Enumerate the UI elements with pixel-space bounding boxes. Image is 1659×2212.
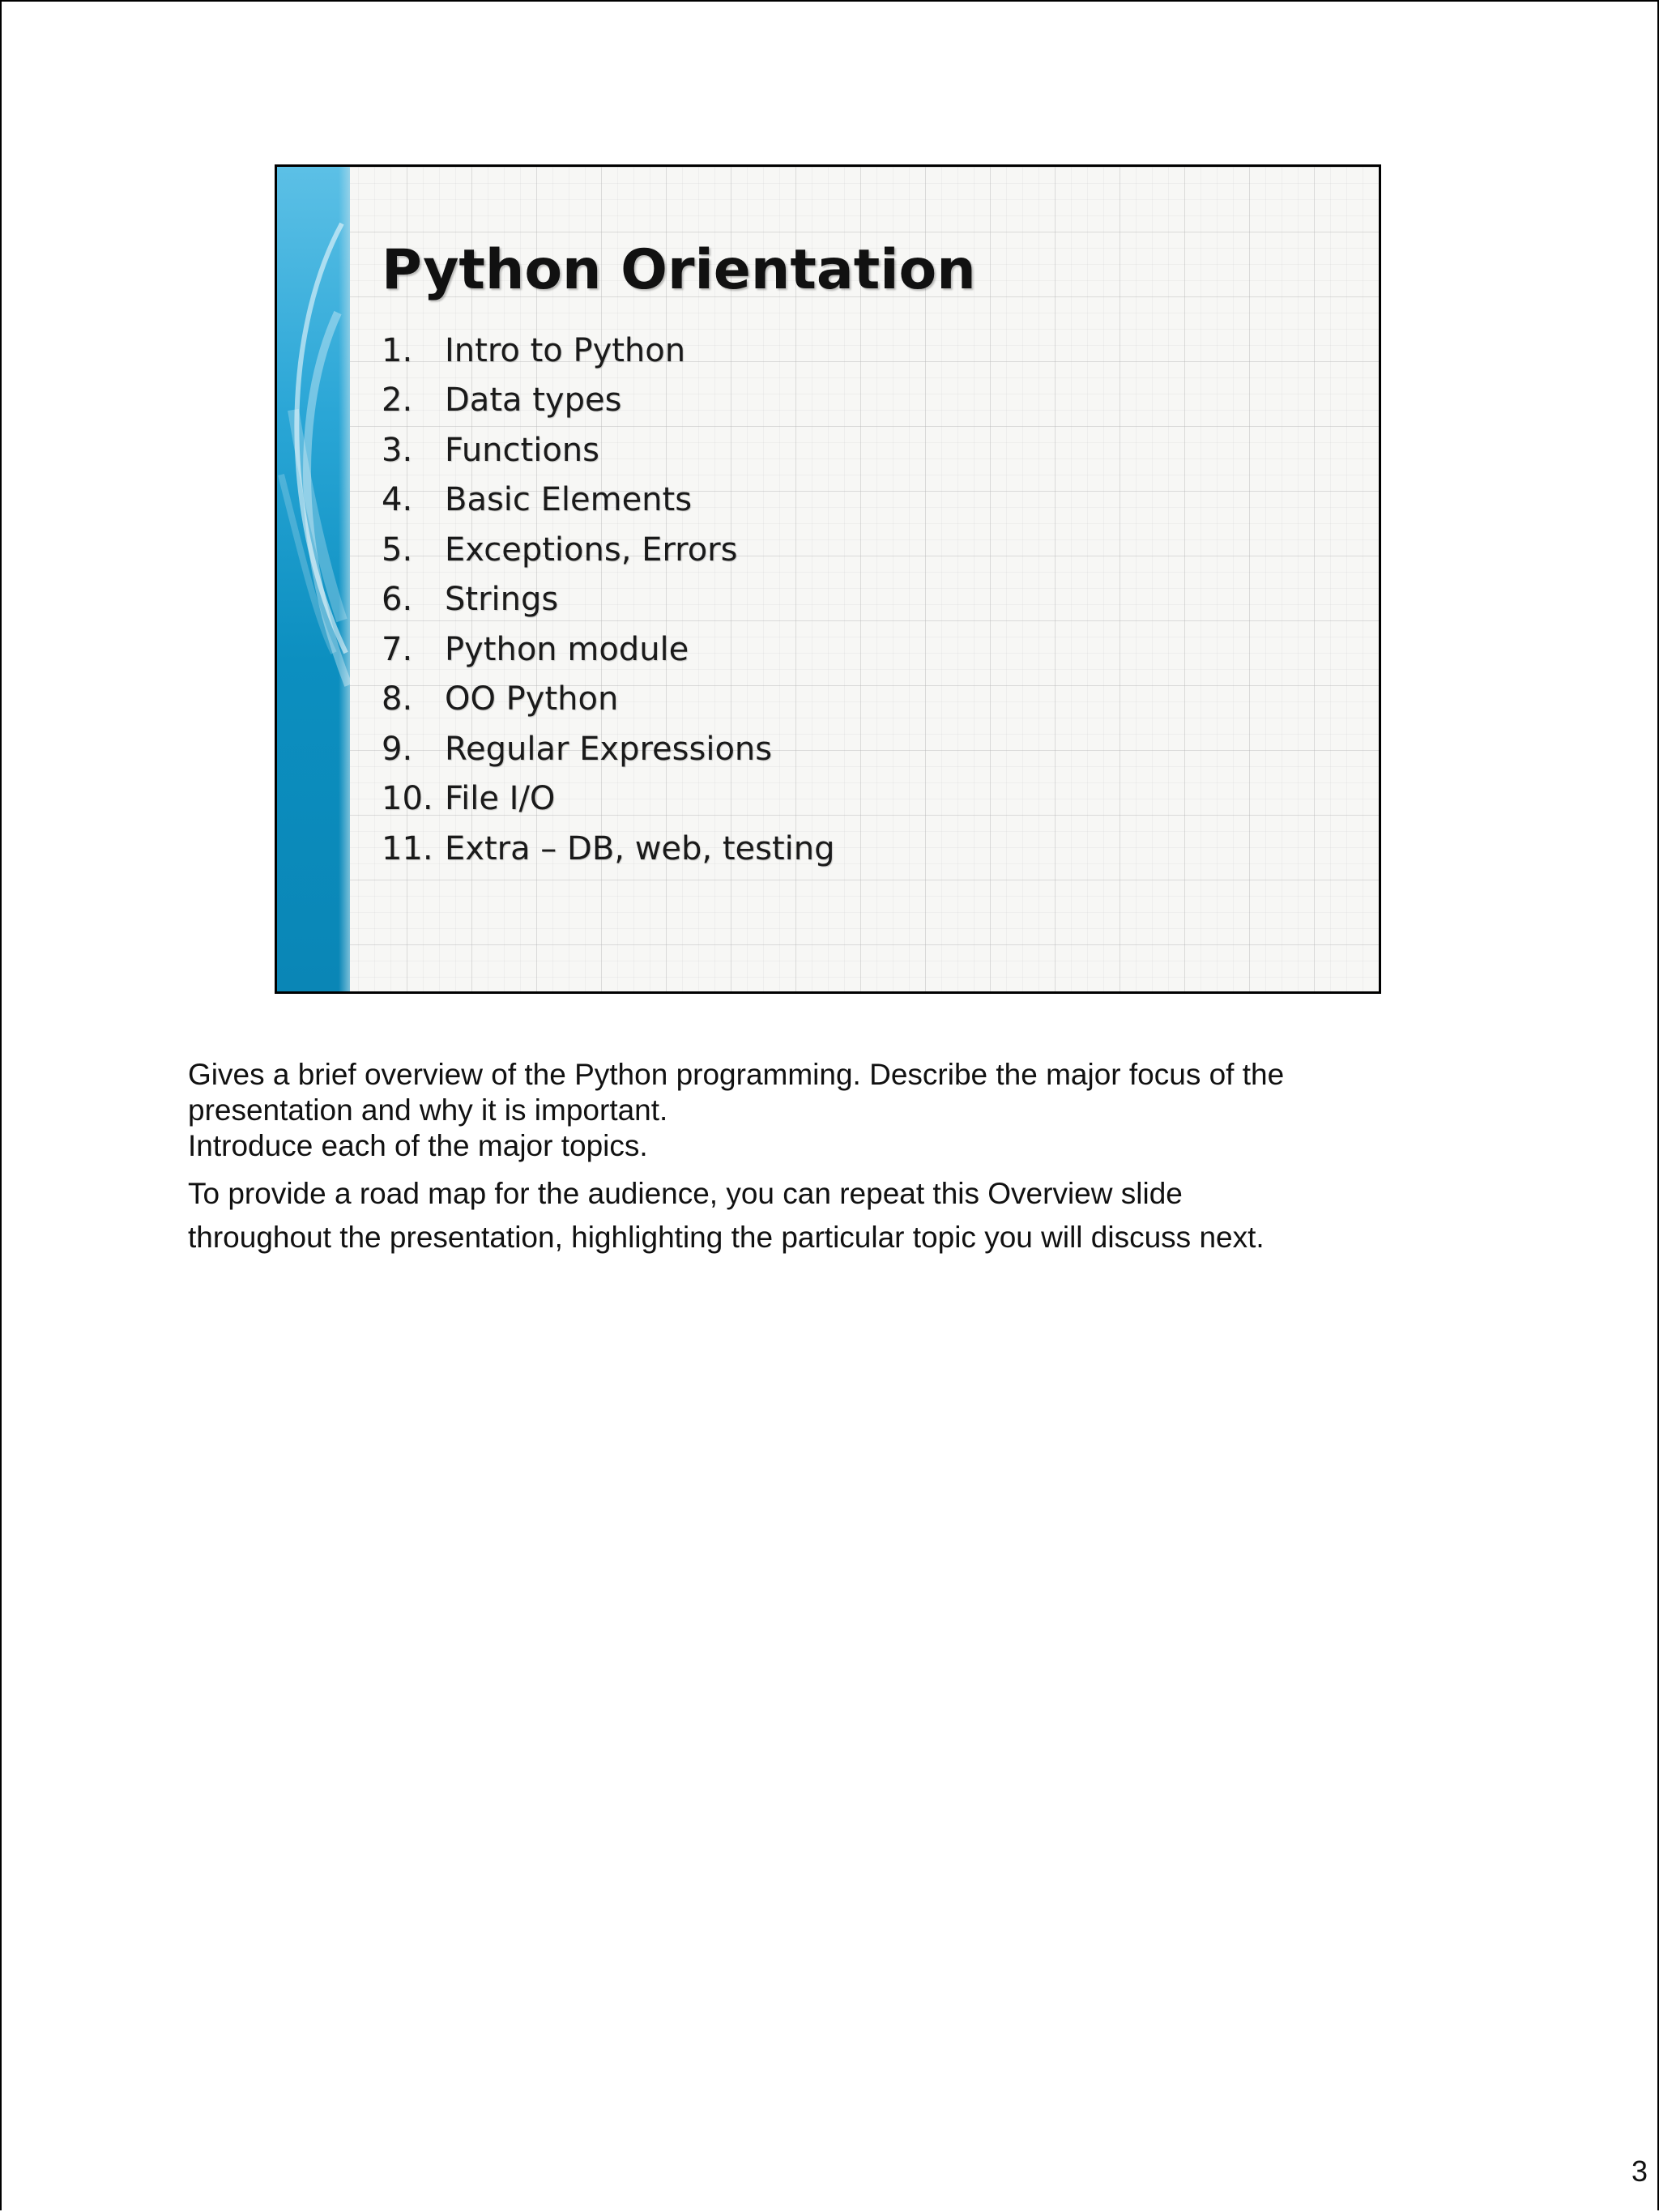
- speaker-notes: [188, 1057, 1468, 1259]
- topic-label: File I/O: [445, 780, 556, 818]
- topic-label: Strings: [445, 581, 559, 619]
- topic-number: 9.: [382, 730, 413, 768]
- topic-number: 3.: [382, 431, 413, 469]
- topic-item: [382, 475, 835, 526]
- topic-item: [382, 675, 835, 725]
- topic-item: [382, 376, 835, 426]
- topic-number: 4.: [382, 481, 413, 519]
- topic-number: 1.: [382, 331, 413, 369]
- topic-item: [382, 525, 835, 575]
- topic-label: Functions: [445, 431, 599, 469]
- topic-label: Intro to Python: [445, 331, 686, 369]
- page-number: 3: [1631, 2154, 1648, 2188]
- topic-item: [382, 824, 835, 874]
- topic-label: Exceptions, Errors: [445, 531, 738, 569]
- topic-item: [382, 425, 835, 475]
- topic-label: Data types: [445, 381, 622, 420]
- topic-label: OO Python: [445, 680, 619, 718]
- topic-number: 10.: [382, 780, 433, 818]
- topic-item: [382, 774, 835, 825]
- note-line: Introduce each of the major topics.: [188, 1129, 648, 1162]
- slide-title: Python Orientation: [382, 238, 976, 302]
- topic-item: [382, 575, 835, 625]
- slide-swirl-decoration: [277, 167, 374, 994]
- topic-number: 7.: [382, 630, 413, 668]
- topic-label: Extra – DB, web, testing: [445, 829, 835, 867]
- topic-item: [382, 724, 835, 774]
- topic-label: Basic Elements: [445, 481, 693, 519]
- topic-number: 11.: [382, 829, 433, 867]
- note-line: throughout the presentation, highlighting the particular topic you will discuss next.: [188, 1221, 1265, 1254]
- slide-thumbnail: [275, 164, 1381, 994]
- topic-number: 5.: [382, 531, 413, 569]
- topic-number: 8.: [382, 680, 413, 718]
- topic-list: [382, 326, 835, 874]
- topic-label: Regular Expressions: [445, 730, 773, 768]
- topic-item: [382, 624, 835, 675]
- topic-label: Python module: [445, 630, 689, 668]
- note-line: Gives a brief overview of the Python programming. Describe the major focus of the: [188, 1058, 1285, 1091]
- topic-item: [382, 326, 835, 376]
- topic-number: 6.: [382, 581, 413, 619]
- topic-number: 2.: [382, 381, 413, 420]
- note-line: To provide a road map for the audience, you can repeat this Overview slide: [188, 1177, 1183, 1210]
- note-line: presentation and why it is important.: [188, 1093, 668, 1127]
